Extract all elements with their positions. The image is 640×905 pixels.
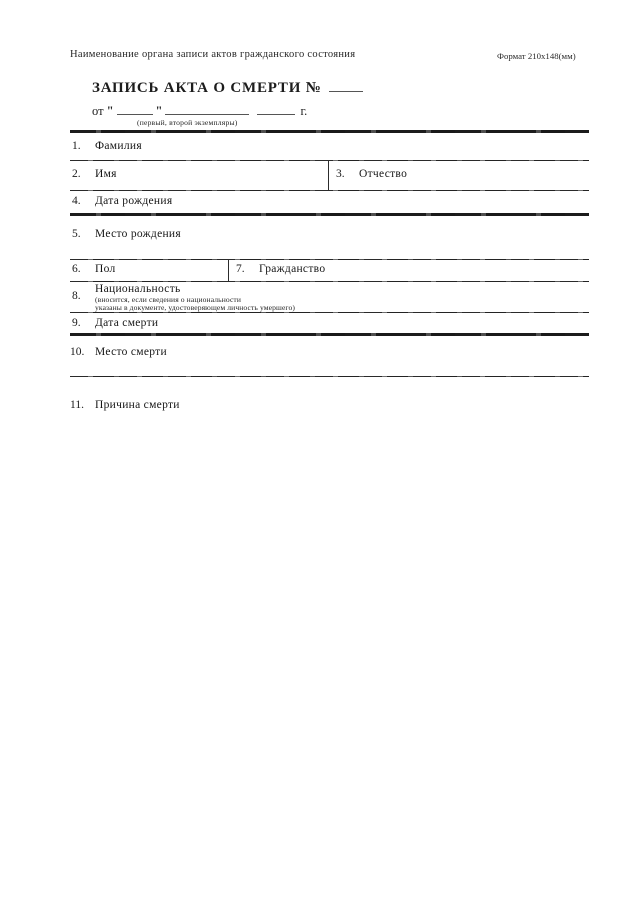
divider-sex-citizenship	[228, 259, 229, 281]
open-quote: "	[106, 104, 114, 118]
date-day-blank	[117, 102, 153, 115]
rule-below-name	[70, 190, 589, 191]
field-label: Имя	[95, 168, 117, 180]
field-number: 8.	[72, 290, 81, 302]
field-number: 1.	[72, 140, 81, 152]
field-label: Место смерти	[95, 346, 167, 358]
date-month-blank	[165, 102, 249, 115]
field-number: 5.	[72, 228, 81, 240]
rule-below-deathplace	[70, 376, 589, 377]
copies-note: (первый, второй экземпляры)	[137, 118, 238, 127]
field-note-line-2: указаны в документе, удостоверяющем личность умершего)	[95, 303, 295, 312]
field-label: Дата смерти	[95, 317, 159, 329]
rule-top	[70, 130, 589, 133]
field-number: 4.	[72, 195, 81, 207]
form-title	[92, 79, 363, 97]
field-number: 6.	[72, 263, 81, 275]
close-quote: "	[155, 104, 163, 118]
field-number: 10.	[70, 346, 85, 358]
field-number: 2.	[72, 168, 81, 180]
form-title-text: ЗАПИСЬ АКТА О СМЕРТИ №	[92, 80, 322, 96]
from-label: от	[92, 104, 104, 118]
rule-below-nationality	[70, 312, 589, 313]
field-number: 7.	[236, 263, 245, 275]
date-year-blank	[257, 102, 295, 115]
rule-below-birthplace	[70, 259, 589, 260]
field-number: 3.	[336, 168, 345, 180]
rule-below-deathdate	[70, 333, 589, 336]
field-label: Место рождения	[95, 228, 181, 240]
field-label: Фамилия	[95, 140, 142, 152]
field-label: Отчество	[359, 168, 408, 180]
field-label: Причина смерти	[95, 399, 180, 411]
field-number: 9.	[72, 317, 81, 329]
field-label: Гражданство	[259, 263, 326, 275]
act-number-blank	[329, 79, 363, 92]
paper-format-note: Формат 210х148(мм)	[497, 51, 576, 61]
field-label: Пол	[95, 263, 116, 275]
rule-below-birthdate	[70, 213, 589, 216]
year-label: г.	[300, 104, 308, 118]
org-name-caption: Наименование органа записи актов гражданского состояния	[70, 49, 356, 60]
rule-below-surname	[70, 160, 589, 161]
divider-name-patronymic	[328, 160, 329, 190]
field-label: Национальность	[95, 283, 181, 295]
date-line	[92, 102, 307, 119]
field-label: Дата рождения	[95, 195, 173, 207]
field-note-line-1: (вносится, если сведения о национальности	[95, 295, 241, 304]
field-number: 11.	[70, 399, 84, 411]
